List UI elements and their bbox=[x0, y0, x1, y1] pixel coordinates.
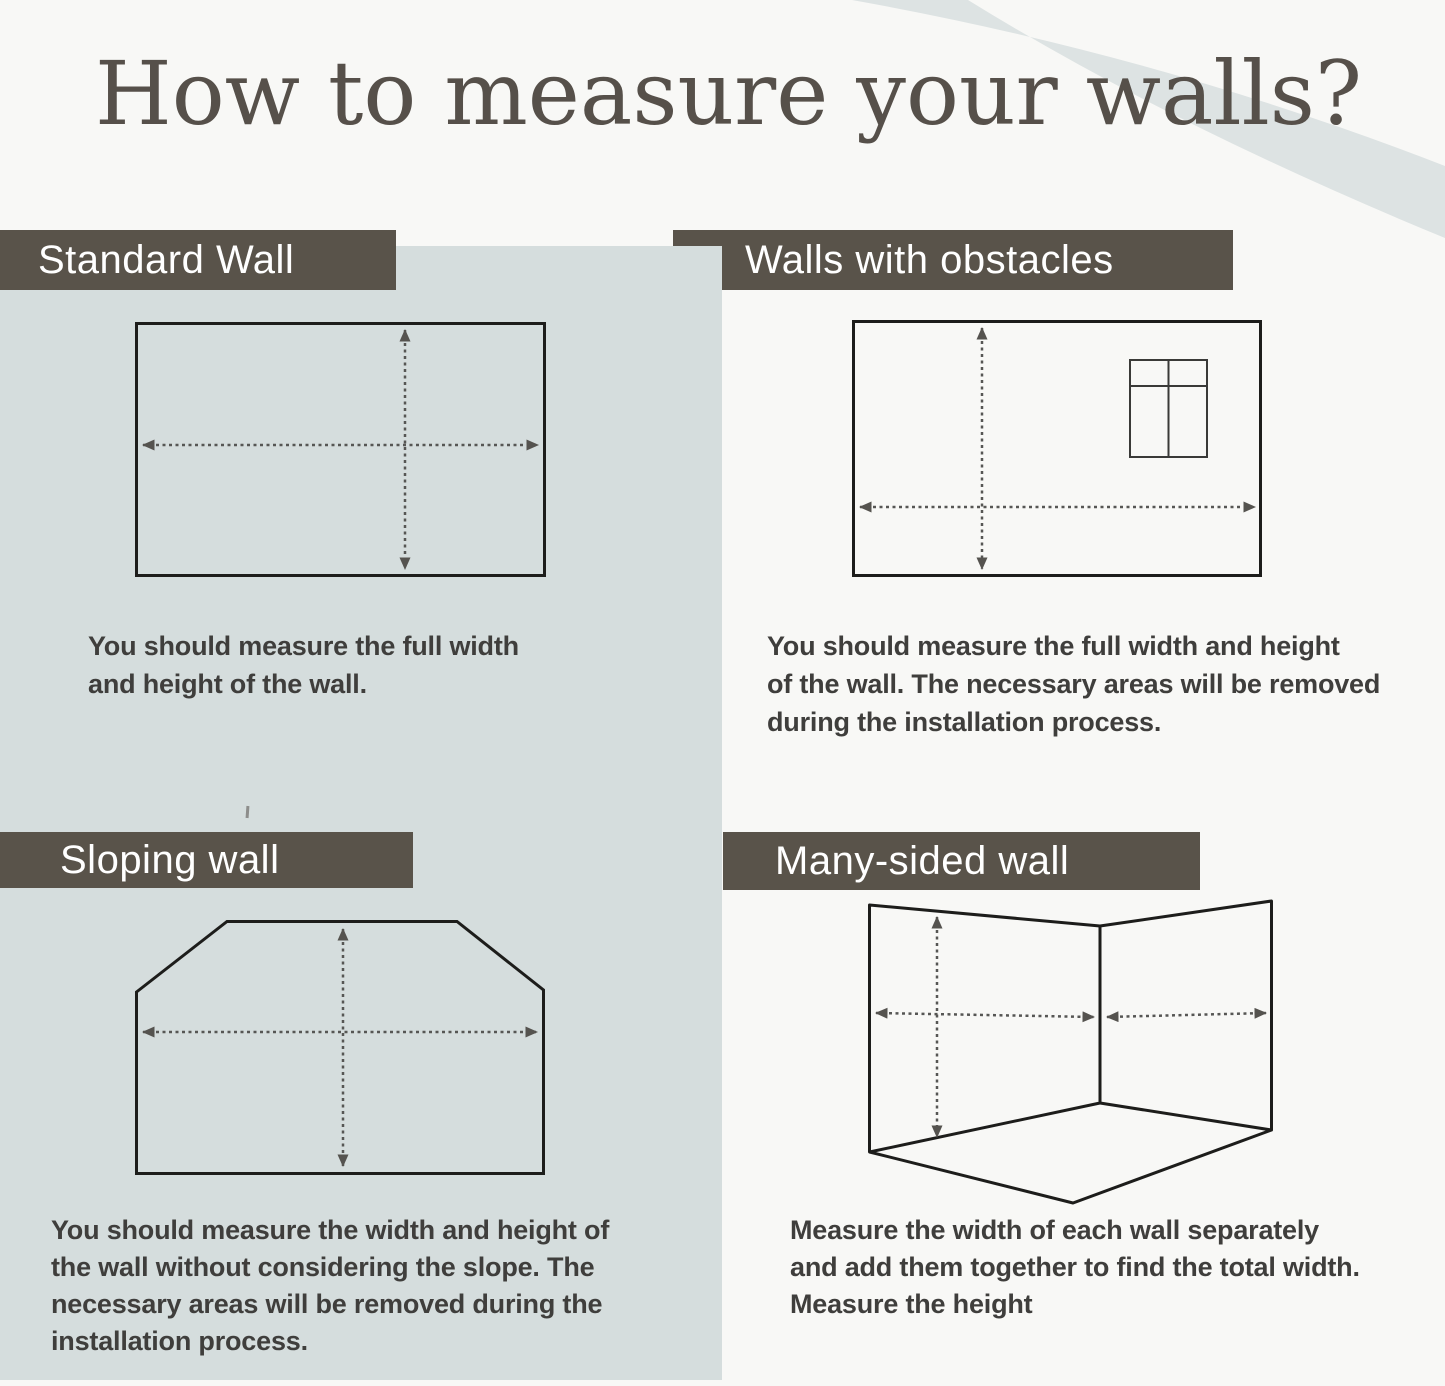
description-line: You should measure the width and height of bbox=[51, 1215, 610, 1245]
many-sided-wall-description bbox=[790, 1212, 1360, 1323]
many-sided-wall-diagram bbox=[868, 895, 1273, 1207]
description-line: the wall without considering the slope. The bbox=[51, 1252, 595, 1282]
walls-with-obstacles-description bbox=[767, 627, 1380, 741]
window-icon bbox=[1130, 360, 1207, 457]
description-line: You should measure the full width and height bbox=[767, 631, 1340, 661]
standard-wall-diagram bbox=[135, 322, 546, 577]
description-line: Measure the width of each wall separately bbox=[790, 1215, 1319, 1245]
left-wall-width-measure-arrow bbox=[876, 1013, 1094, 1017]
section-header-many-sided-wall-label: Many-sided wall bbox=[775, 838, 1070, 883]
section-header-standard-wall bbox=[0, 230, 396, 290]
walls-with-obstacles-diagram bbox=[852, 320, 1262, 577]
description-line: of the wall. The necessary areas will be removed bbox=[767, 669, 1381, 699]
wall-outline bbox=[137, 324, 545, 576]
section-header-standard-wall-label: Standard Wall bbox=[38, 237, 295, 282]
description-line: necessary areas will be removed during the bbox=[51, 1289, 603, 1319]
sloping-wall-outline bbox=[137, 922, 544, 1174]
sloping-wall-diagram bbox=[135, 920, 545, 1175]
description-line: and height of the wall. bbox=[88, 669, 367, 699]
section-header-walls-with-obstacles-label: Walls with obstacles bbox=[745, 237, 1114, 282]
description-line: during the installation process. bbox=[767, 707, 1162, 737]
description-line: and add them together to find the total width. bbox=[790, 1252, 1360, 1282]
page-title: How to measure your walls? bbox=[95, 42, 1363, 145]
left-wall-outline bbox=[870, 905, 1101, 1152]
section-header-walls-with-obstacles bbox=[673, 230, 1233, 290]
section-header-many-sided-wall bbox=[723, 832, 1200, 890]
section-header-sloping-wall bbox=[0, 832, 413, 888]
sloping-wall-description bbox=[51, 1212, 609, 1360]
section-header-sloping-wall-label: Sloping wall bbox=[60, 837, 280, 882]
description-line: installation process. bbox=[51, 1326, 308, 1356]
description-line: You should measure the full width bbox=[88, 631, 519, 661]
floor-outline bbox=[870, 1130, 1272, 1203]
standard-wall-description bbox=[88, 627, 519, 703]
description-line: Measure the height bbox=[790, 1289, 1033, 1319]
right-wall-width-measure-arrow bbox=[1107, 1013, 1266, 1017]
